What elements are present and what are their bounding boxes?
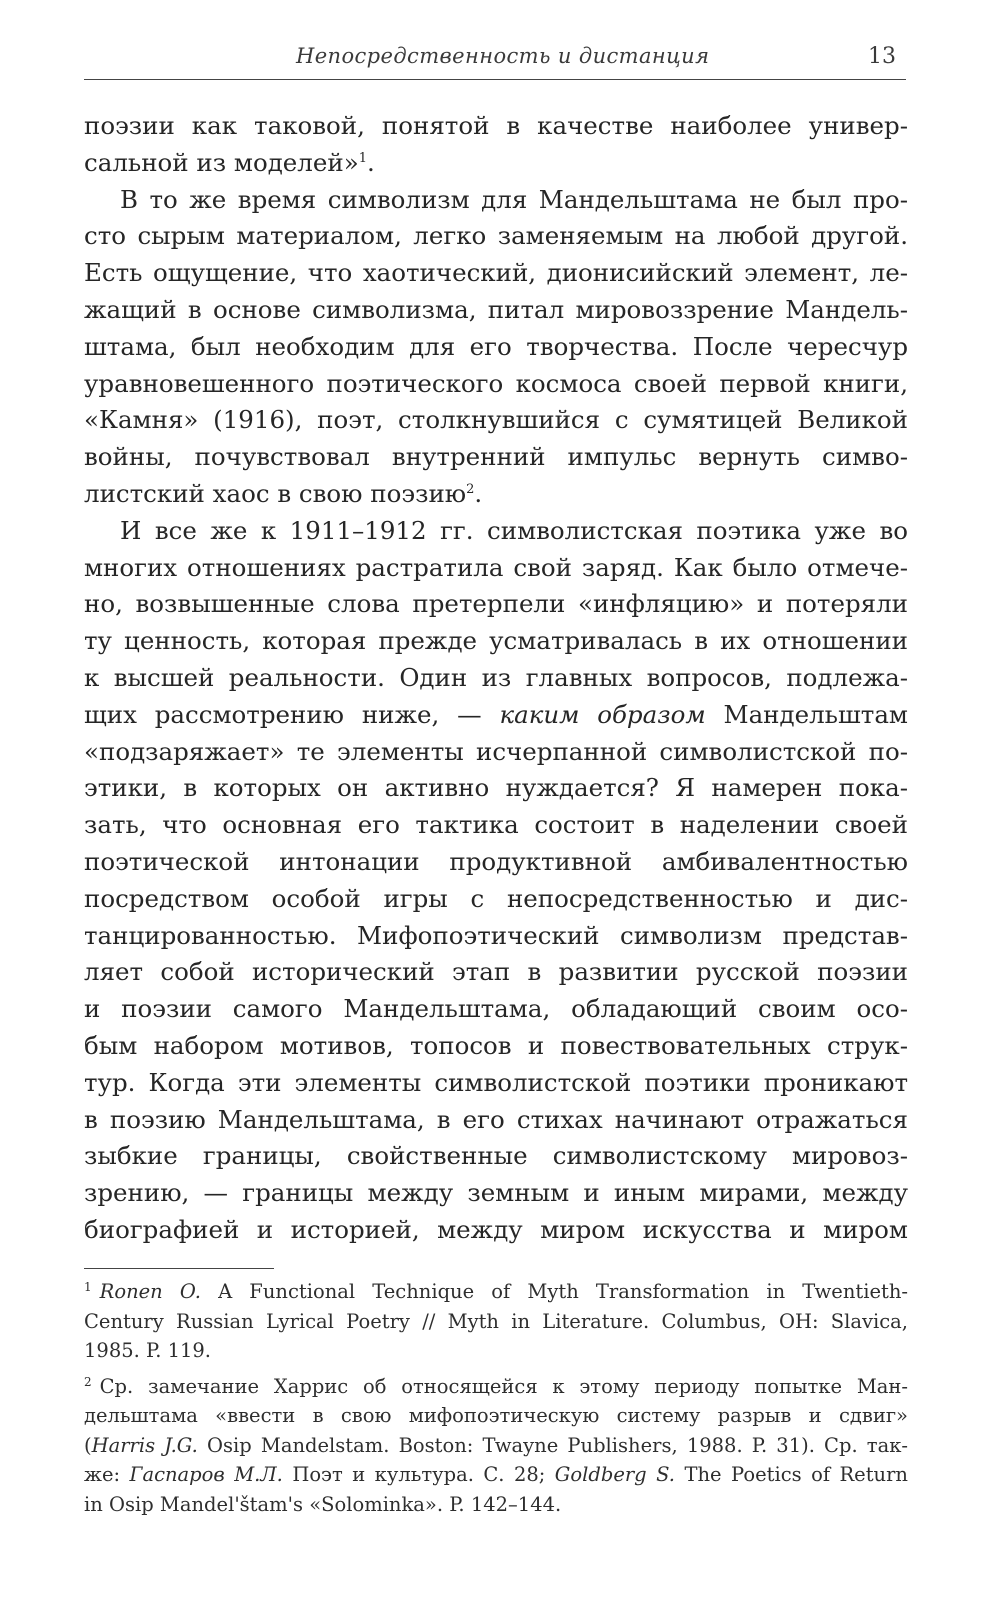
footnote-author: Harris J.G. <box>91 1433 198 1457</box>
text-line: зыбкие границы, свойственные символистскому мировоз- <box>84 1141 908 1171</box>
text-line: танцированностью. Мифопоэтический символизм представ- <box>84 920 908 950</box>
text-line: войны, почувствовал внутренний импульс вернуть симво- <box>84 442 908 472</box>
line-text: Поэт и культура. С. 28; <box>292 1463 546 1486</box>
text-line: посредством особой игры с непосредственностью и дис- <box>84 883 908 913</box>
line-text: The Poetics of Return <box>684 1463 908 1486</box>
line-text: щих рассмотрению ниже, — <box>84 699 482 729</box>
text-line: ляет собой исторический этап в развитии русской поэзии <box>84 957 908 987</box>
text-line: поэзии как таковой, понятой в качестве наиболее универ- <box>84 111 908 140</box>
text-line: биографией и историей, между миром искусства и миром <box>84 1214 908 1244</box>
text-line: к высшей реальности. Один из главных вопросов, подлежа- <box>84 662 908 692</box>
text-line: зрению, — границы между земным и иным мирами, между <box>84 1178 908 1208</box>
text-line <box>84 697 908 734</box>
text-line: многих отношениях растратила свой заряд. Как было отмече- <box>84 552 908 582</box>
text-line <box>84 145 908 182</box>
main-text <box>84 108 908 1249</box>
text-line <box>84 476 908 513</box>
line-text: Osip Mandelstam. Boston: Twayne Publishers, 1988. P. 31). Ср. так- <box>207 1433 908 1457</box>
footnote-line: дельштама «ввести в свою мифопоэтическую систему разрыв и сдвиг» <box>84 1404 908 1427</box>
text-line: но, возвышенные слова претерпели «инфляцию» и потеряли <box>84 589 908 619</box>
footnote-author: Ronen O. <box>99 1280 201 1303</box>
footnote-ref-1[interactable]: 1 <box>358 150 367 166</box>
line-text: A Functional Technique of Myth Transformation in Twentieth- <box>218 1280 909 1303</box>
footnote-line <box>84 1372 908 1402</box>
footnote-number: 1 <box>84 1280 92 1294</box>
text-line: поэтической интонации продуктивной амбивалентностью <box>84 846 908 876</box>
line-text: сальной из моделей» <box>84 147 359 177</box>
header-rule <box>84 79 906 80</box>
text-line: тур. Когда эти элементы символистской поэтики проникают <box>84 1067 908 1097</box>
page-number: 13 <box>868 44 896 69</box>
line-text: . <box>474 478 483 508</box>
text-line: Есть ощущение, что хаотический, дионисийский элемент, ле- <box>84 258 908 288</box>
page-header <box>84 44 906 78</box>
running-title: Непосредственность и дистанция <box>296 44 710 68</box>
text-line: этики, в которых он активно нуждается? Я намерен пока- <box>84 773 908 803</box>
footnote-author: Goldberg S. <box>554 1463 675 1486</box>
text-line: «Камня» (1916), поэт, столкнувшийся с сумятицей Великой <box>84 405 908 435</box>
line-text: Мандельштам <box>723 699 908 729</box>
text-line: И все же к 1911–1912 гг. символистская поэтика уже во <box>120 515 908 545</box>
text-line: в поэзию Мандельштама, в его стихах начинают отражаться <box>84 1104 908 1134</box>
text-line: «подзаряжает» те элементы исчерпанной символистской по- <box>84 736 908 766</box>
footnotes <box>84 1277 908 1519</box>
footnote-rule <box>84 1268 274 1269</box>
footnote-number: 2 <box>84 1374 92 1389</box>
line-text: . <box>366 147 375 177</box>
line-text: ( <box>84 1433 92 1457</box>
text-line: жащий в основе символизма, питал мировоззрение Мандель- <box>84 294 908 324</box>
footnote-line <box>84 1431 908 1461</box>
footnote-line <box>84 1277 908 1307</box>
text-line: бым набором мотивов, топосов и повествовательных струк- <box>84 1030 908 1060</box>
text-line: и поэзии самого Мандельштама, обладающий своим осо- <box>84 994 908 1024</box>
emphasis-text: каким образом <box>499 699 706 729</box>
text-line: сто сырым материалом, легко заменяемым на любой другой. <box>84 221 908 251</box>
text-line: В то же время символизм для Мандельштама не был про- <box>120 184 908 214</box>
line-text: листский хаос в свою поэзию <box>84 478 467 508</box>
line-text: же: <box>84 1463 121 1486</box>
footnote-line: in Osip Mandel'štam's «Solominka». P. 142–144. <box>84 1492 562 1516</box>
footnote-author: Гаспаров М.Л. <box>129 1463 283 1486</box>
text-line: уравновешенного поэтического космоса своей первой книги, <box>84 368 908 398</box>
footnote-line: 1985. P. 119. <box>84 1339 212 1362</box>
line-text: Ср. замечание Харрис об относящейся к этому периоду попытке Ман- <box>99 1374 908 1398</box>
footnote-ref-2[interactable]: 2 <box>466 481 475 497</box>
footnote-line: Century Russian Lyrical Poetry // Myth in Literature. Columbus, OH: Slavica, <box>84 1309 908 1333</box>
text-line: зать, что основная его тактика состоит в наделении своей <box>84 810 908 840</box>
footnote-line <box>84 1460 908 1490</box>
text-line: ту ценность, которая прежде усматривалась в их отношении <box>84 626 908 656</box>
text-line: штама, был необходим для его творчества. После чересчур <box>84 331 908 361</box>
